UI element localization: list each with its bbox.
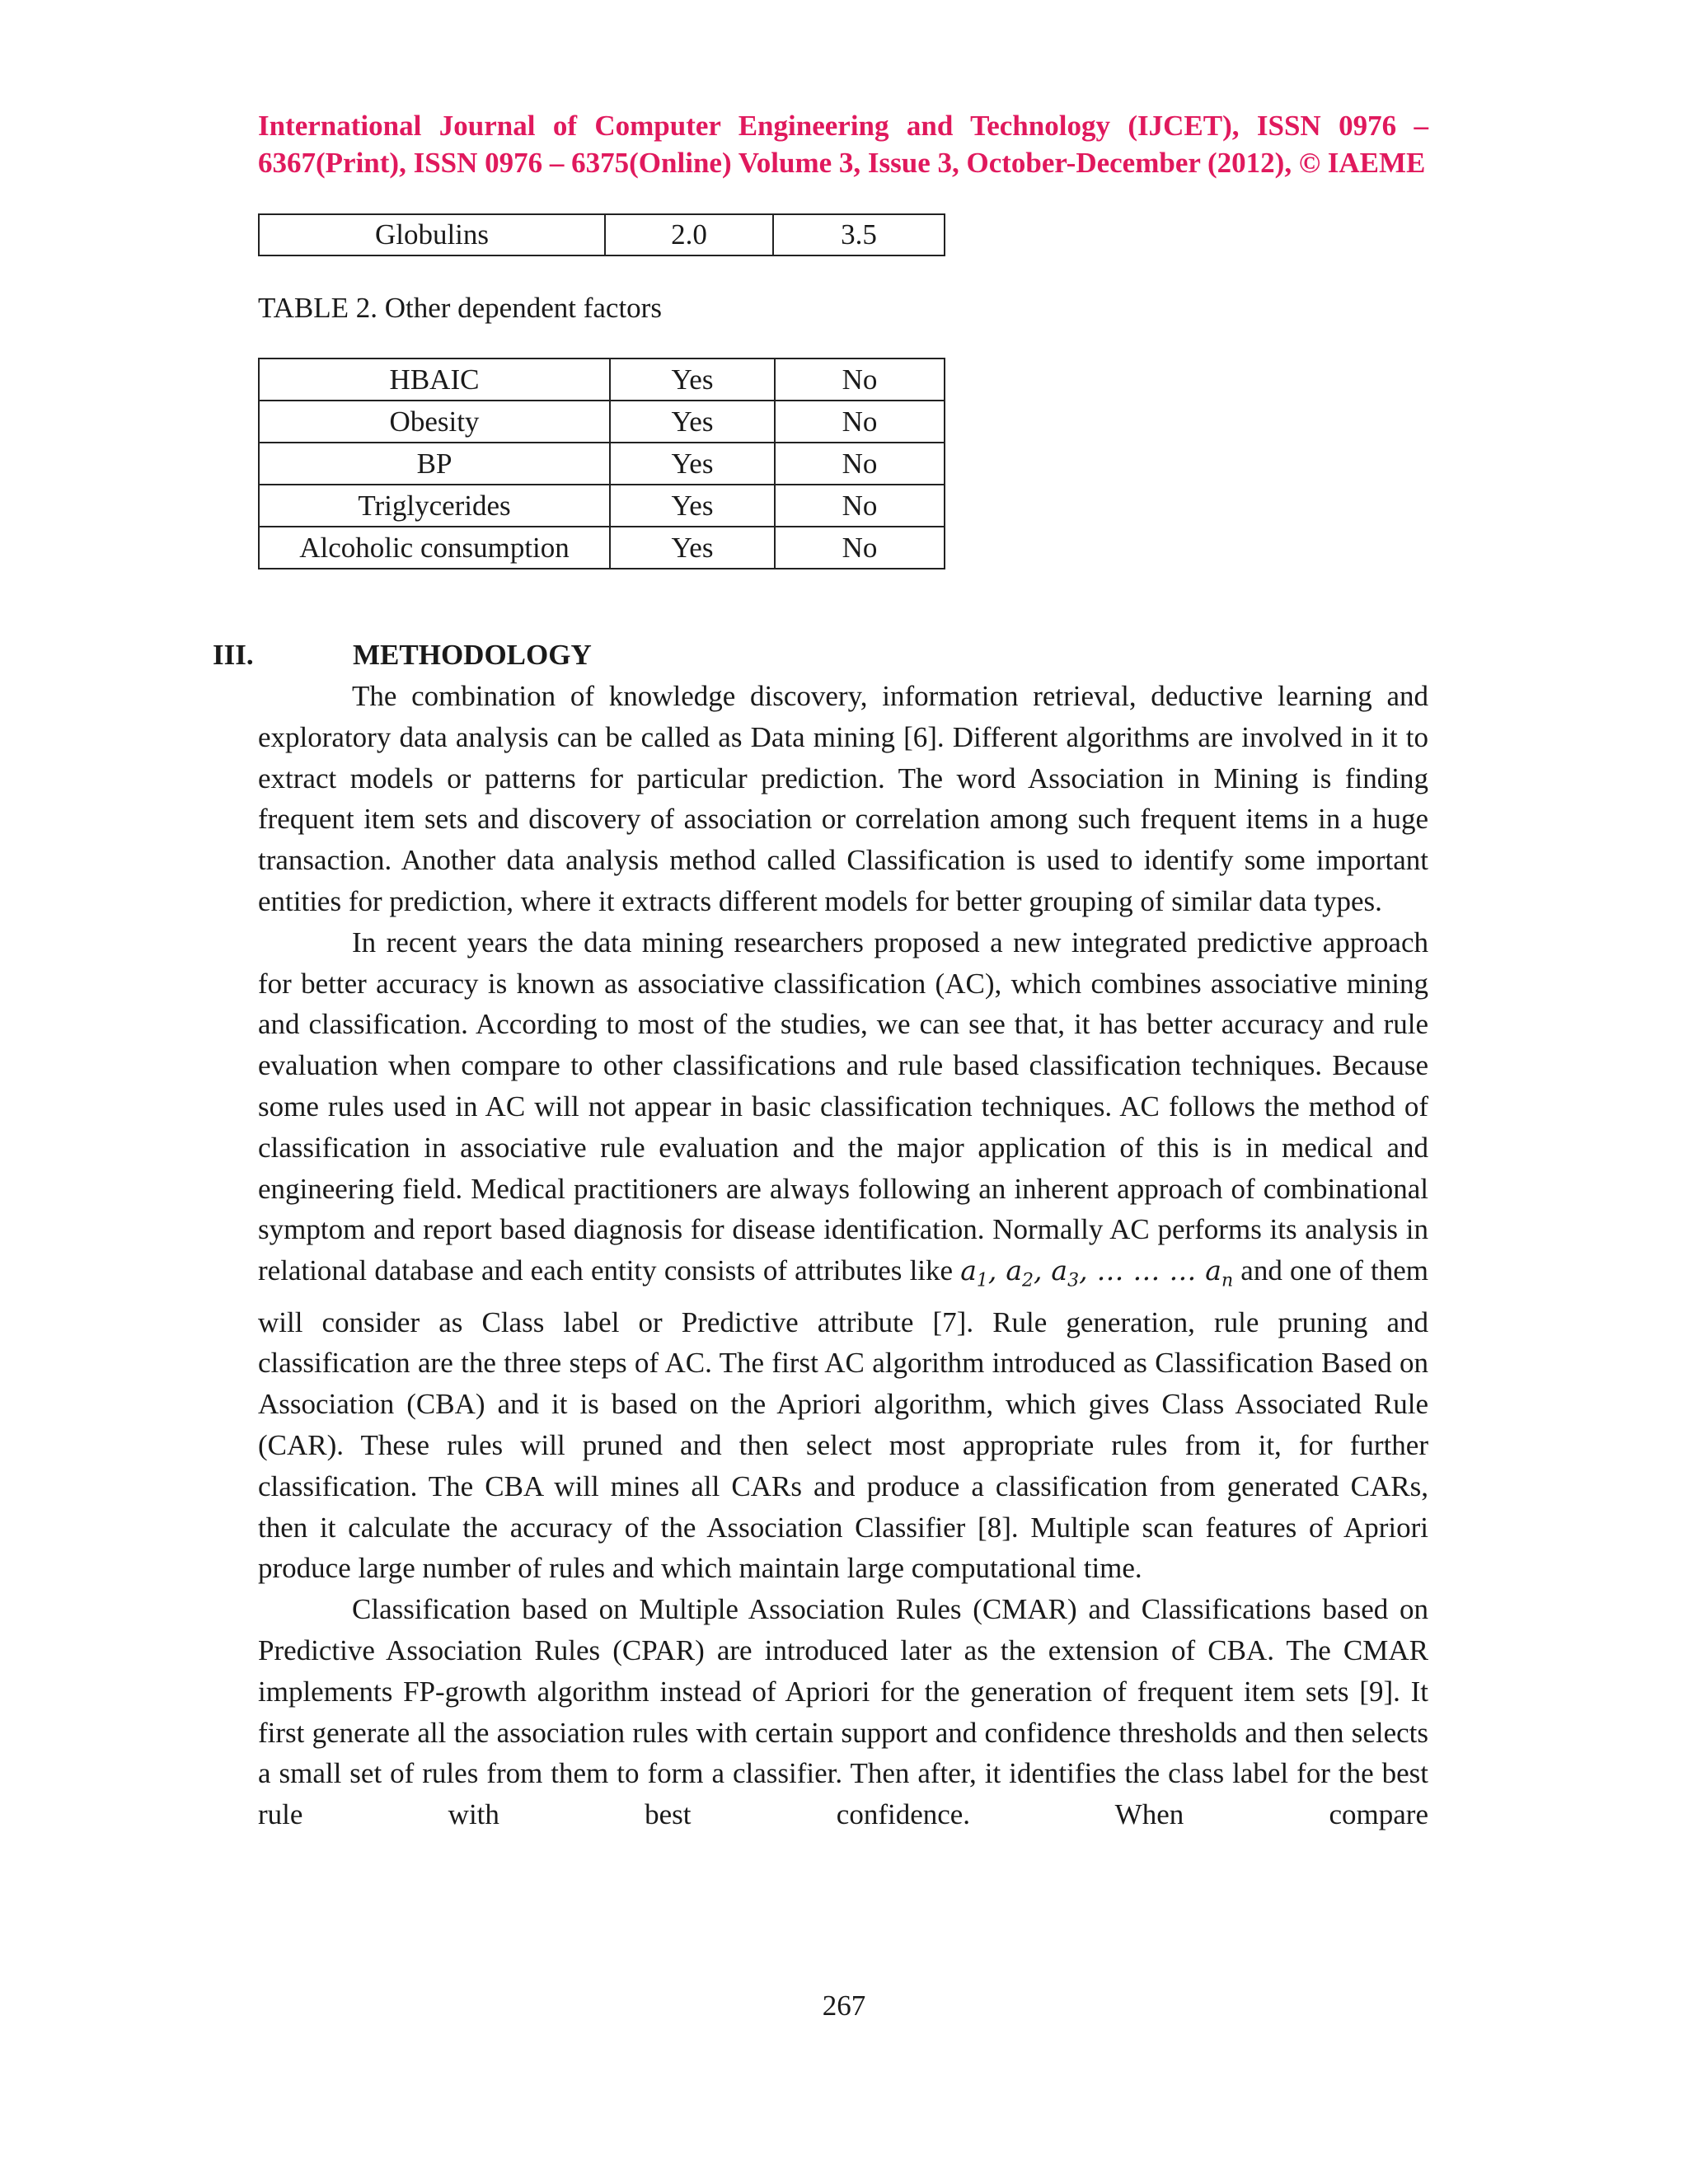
section-heading bbox=[213, 635, 592, 676]
table-row bbox=[259, 443, 945, 485]
table-cell: No bbox=[775, 359, 945, 401]
table-row bbox=[259, 485, 945, 527]
table-cell: Yes bbox=[610, 359, 775, 401]
table-cell: 3.5 bbox=[773, 214, 945, 255]
paragraph-1: The combination of knowledge discovery, information retrieval, deductive learning and exploratory data analysis can be called as Data mining [6]. Different algorithms are involved in it to extract models or patterns for particular prediction. The word Association in Mining is finding frequent item sets and discovery of association or correlation among such frequent items in a huge transaction. Another data analysis method called Classification is used to identify some important entities for prediction, where it extracts different models for better grouping of similar data types. bbox=[258, 680, 1428, 917]
table-cell: BP bbox=[259, 443, 610, 485]
table-row bbox=[259, 527, 945, 569]
table-cell: Alcoholic consumption bbox=[259, 527, 610, 569]
table-row bbox=[259, 214, 945, 255]
table-cell: Globulins bbox=[259, 214, 605, 255]
table-row bbox=[259, 359, 945, 401]
table-2-caption: TABLE 2. Other dependent factors bbox=[258, 292, 662, 324]
table-cell: Triglycerides bbox=[259, 485, 610, 527]
table-cell: No bbox=[775, 527, 945, 569]
table-cell: Yes bbox=[610, 443, 775, 485]
paragraph-2 bbox=[258, 922, 1428, 1589]
table-cell: 2.0 bbox=[605, 214, 773, 255]
table-cell: No bbox=[775, 485, 945, 527]
attribute-list-math: $a_1$, $a_2$, $a_3$, … … … $a_n$ bbox=[960, 1254, 1234, 1291]
table-cell: Obesity bbox=[259, 401, 610, 443]
table-2 bbox=[258, 358, 945, 569]
paragraph-2-text-before-math: In recent years the data mining researchers proposed a new integrated predictive approach for better accuracy is known as associative classification (AC), which combines associative mining and classification. According to most of the studies, we can see that, it has better accuracy and rule evaluation when compare to other classifications and rule based classification techniques. Because some rules used in AC will not appear in basic classification techniques. AC follows the method of classification in associative rule evaluation and the major application of this is in medical and engineering field. Medical practitioners are always following an inherent approach of combinational symptom and report based diagnosis for disease identification. Normally AC performs its analysis in relational database and each entity consists of attributes like bbox=[258, 926, 1428, 1287]
paragraph-3: Classification based on Multiple Association Rules (CMAR) and Classifications based on Predictive Association Rules (CPAR) are introduced later as the extension of CBA. The CMAR implements FP-growth algorithm instead of Apriori for the generation of frequent item sets [9]. It first generate all the association rules with certain support and confidence thresholds and then selects a small set of rules from them to form a classifier. Then after, it identifies the class label for the best rule with best confidence. When compare bbox=[258, 1593, 1428, 1831]
table-cell: Yes bbox=[610, 485, 775, 527]
table-1-continued bbox=[258, 213, 945, 256]
section-body bbox=[258, 676, 1428, 1835]
journal-header-line-2: 6367(Print), ISSN 0976 – 6375(Online) Volume 3, Issue 3, October-December (2012), © IAEME bbox=[258, 147, 1426, 179]
journal-header bbox=[258, 107, 1428, 181]
section-title: METHODOLOGY bbox=[353, 639, 592, 671]
table-cell: No bbox=[775, 443, 945, 485]
section-number: III. bbox=[213, 639, 254, 671]
table-cell: Yes bbox=[610, 401, 775, 443]
journal-header-line-1: International Journal of Computer Engineering and Technology (IJCET), ISSN 0976 – bbox=[258, 110, 1428, 142]
page-number: 267 bbox=[822, 1990, 866, 2022]
paragraph-2-text-after-math: and one of them will consider as Class label or Predictive attribute [7]. Rule generation, rule pruning and classification are the three steps of AC. The first AC algorithm introduced as Classification Based on Association (CBA) and it is based on the Apriori algorithm, which gives Class Associated Rule (CAR). These rules will pruned and then select most appropriate rules from it, for further classification. The CBA will mines all CARs and produce a classification from generated CARs, then it calculate the accuracy of the Association Classifier [8]. Multiple scan features of Apriori produce large number of rules and which maintain large computational time. bbox=[258, 1254, 1429, 1585]
table-cell: No bbox=[775, 401, 945, 443]
table-cell: HBAIC bbox=[259, 359, 610, 401]
table-cell: Yes bbox=[610, 527, 775, 569]
table-row bbox=[259, 401, 945, 443]
